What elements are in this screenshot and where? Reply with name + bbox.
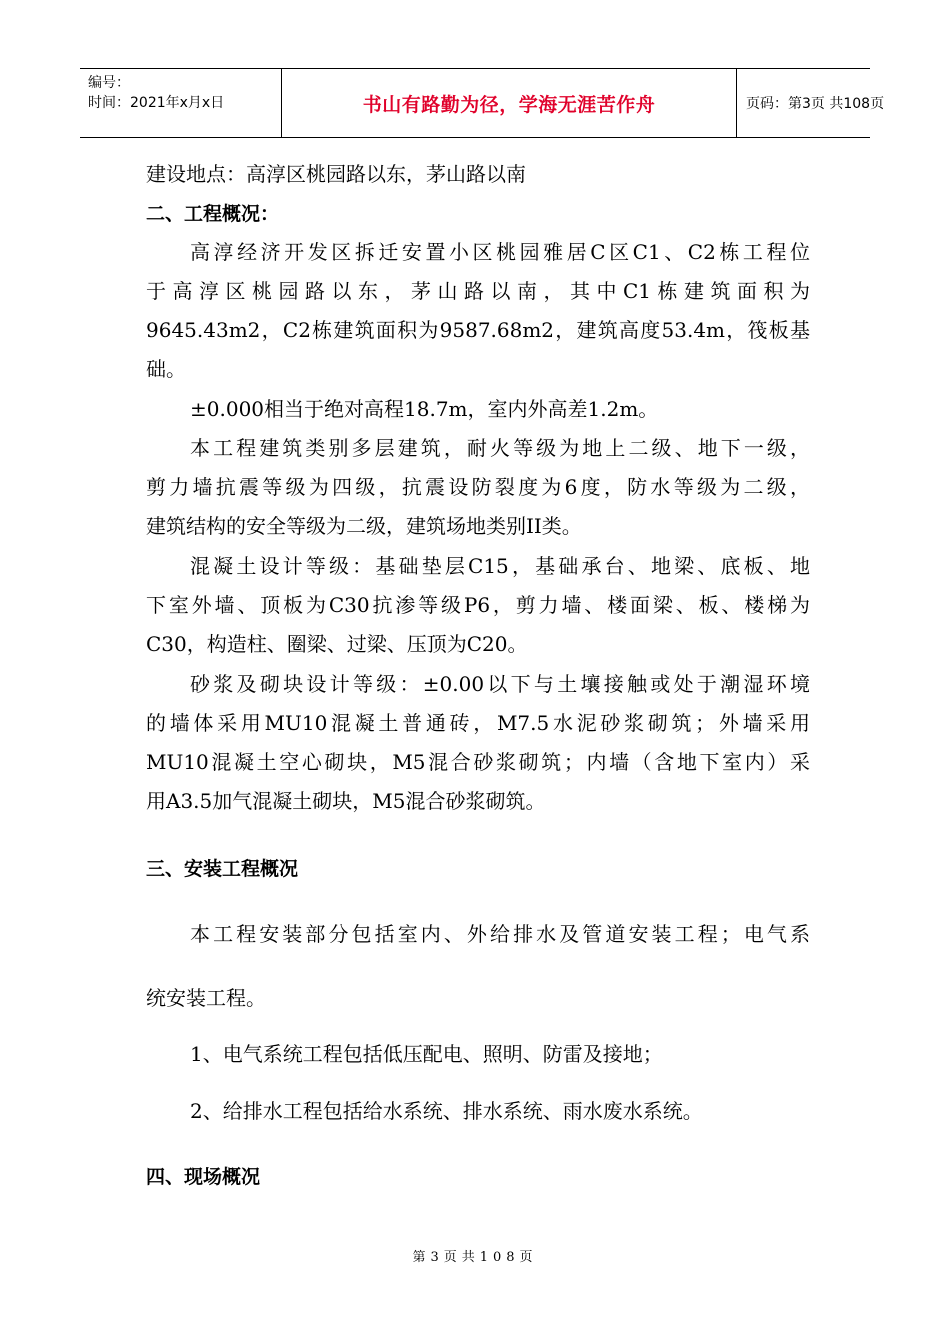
paragraph-line: 于高淳区桃园路以东，茅山路以南，其中C1栋建筑面积为 xyxy=(146,279,810,303)
list-item: 2、给排水工程包括给水系统、排水系统、雨水废水系统。 xyxy=(190,1099,703,1123)
paragraph-line: 9645.43m2，C2栋建筑面积为9587.68m2，建筑高度53.4m，筏板基 xyxy=(146,318,810,342)
paragraph-line: 统安装工程。 xyxy=(146,986,266,1010)
paragraph-line: 础。 xyxy=(146,357,186,381)
paragraph-line: 下室外墙、顶板为C30抗渗等级P6，剪力墙、楼面梁、板、楼梯为 xyxy=(146,593,810,617)
paragraph-line: 本工程建筑类别多层建筑，耐火等级为地上二级、地下一级， xyxy=(190,436,810,460)
page-header xyxy=(80,68,885,138)
paragraph-line: C30，构造柱、圈梁、过梁、压顶为C20。 xyxy=(146,632,528,656)
section-heading-installation: 三、安装工程概况 xyxy=(146,858,299,880)
paragraph-line: 混凝土设计等级：基础垫层C15，基础承台、地梁、底板、地 xyxy=(190,554,810,578)
header-page-info: 页码：第3页 共108页 xyxy=(746,96,885,112)
section-heading-overview: 二、工程概况： xyxy=(146,203,280,225)
paragraph-line: 高淳经济开发区拆迁安置小区桃园雅居C区C1、C2栋工程位 xyxy=(190,240,810,264)
section-heading-site: 四、现场概况 xyxy=(146,1166,261,1188)
paragraph-line: MU10混凝土空心砌块，M5混合砂浆砌筑；内墙（含地下室内）采 xyxy=(146,750,810,774)
paragraph-line: 剪力墙抗震等级为四级，抗震设防裂度为6度，防水等级为二级， xyxy=(146,475,810,499)
page-footer: 第3页共108页 xyxy=(412,1250,538,1265)
list-item: 1、电气系统工程包括低压配电、照明、防雷及接地； xyxy=(190,1042,663,1066)
paragraph-line: ±0.000相当于绝对高程18.7m，室内外高差1.2m。 xyxy=(190,397,659,421)
document-time-label: 时间：2021年x月x日 xyxy=(88,95,225,111)
header-meta xyxy=(80,69,282,137)
location-line: 建设地点：高淳区桃园路以东，茅山路以南 xyxy=(146,162,526,186)
paragraph-line: 用A3.5加气混凝土砌块，M5混合砂浆砌筑。 xyxy=(146,789,546,813)
paragraph-line: 的墙体采用MU10混凝土普通砖，M7.5水泥砂浆砌筑；外墙采用 xyxy=(146,711,810,735)
paragraph-line: 建筑结构的安全等级为二级，建筑场地类别II类。 xyxy=(146,514,582,538)
document-number-label: 编号： xyxy=(88,75,130,91)
header-motto: 书山有路勤为径，学海无涯苦作舟 xyxy=(282,69,737,137)
paragraph-line: 本工程安装部分包括室内、外给排水及管道安装工程；电气系 xyxy=(190,922,810,946)
paragraph-line: 砂浆及砌块设计等级：±0.00以下与土壤接触或处于潮湿环境 xyxy=(190,672,810,696)
